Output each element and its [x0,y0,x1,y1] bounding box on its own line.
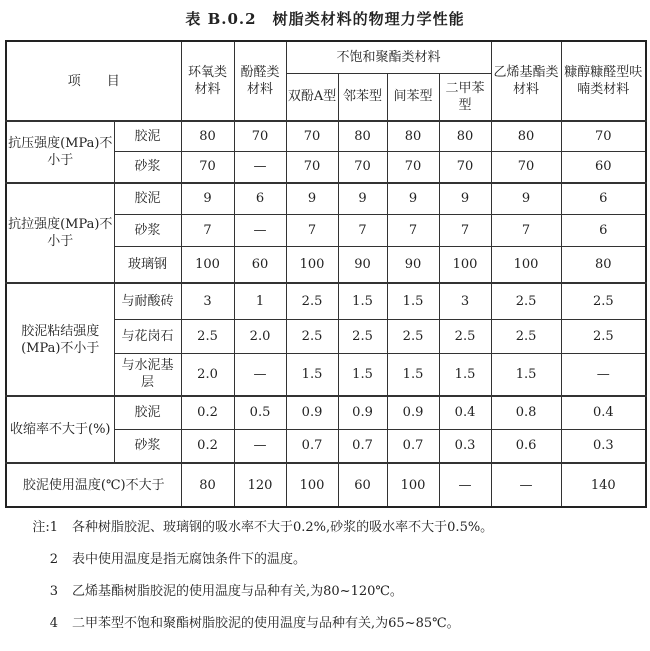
table-cell: 60 [234,246,286,283]
table-cell: 2.5 [286,319,338,353]
table-cell: 2.0 [181,353,234,396]
table-cell: 70 [491,151,561,183]
header-iso: 间苯型 [387,73,439,121]
table-cell: — [491,463,561,507]
row-group-label: 胶泥使用温度(℃)不大于 [6,463,181,507]
table-cell: 9 [439,183,491,214]
table-cell: — [234,429,286,463]
table-row [6,183,646,214]
table-cell: — [234,151,286,183]
table-cell: 1.5 [387,283,439,319]
table-cell: 1.5 [387,353,439,396]
note-number: 注:1 [32,520,58,535]
table-cell: 100 [387,463,439,507]
note-number: 2 [49,552,58,567]
table-cell: 80 [561,246,646,283]
table-cell: 70 [286,121,338,151]
table-cell: 100 [286,246,338,283]
table-cell: 7 [338,214,387,246]
table-cell: 2.5 [338,319,387,353]
note-number: 3 [49,584,58,599]
table-cell: 7 [439,214,491,246]
table-cell: 7 [286,214,338,246]
header-vinyl-ester: 乙烯基酯类材料 [491,41,561,121]
header-epoxy: 环氧类材料 [181,41,234,121]
row-sub-label: 砂浆 [114,151,181,183]
table-cell: 0.2 [181,429,234,463]
table-cell: 90 [387,246,439,283]
row-group-label: 抗拉强度(MPa)不小于 [6,183,114,283]
header-phenolic: 酚醛类材料 [234,41,286,121]
table-cell: 3 [439,283,491,319]
table-cell: — [561,353,646,396]
table-cell: 1.5 [439,353,491,396]
row-sub-label: 砂浆 [114,429,181,463]
table-cell: 120 [234,463,286,507]
table-cell: — [439,463,491,507]
note-text: 二甲苯型不饱和聚酯树脂胶泥的使用温度与品种有关,为65~85℃。 [72,616,460,631]
table-cell: 80 [181,463,234,507]
note [30,576,493,608]
row-sub-label: 与花岗石 [114,319,181,353]
table-cell: 2.5 [561,319,646,353]
table-cell: 60 [561,151,646,183]
table-cell: 1.5 [338,353,387,396]
table-row [6,396,646,429]
table-cell: 7 [491,214,561,246]
table-cell: 70 [234,121,286,151]
table-cell: 1 [234,283,286,319]
table-cell: 70 [387,151,439,183]
table-cell: 1.5 [491,353,561,396]
table-cell: 0.7 [387,429,439,463]
header-furan: 糠醇糠醛型呋喃类材料 [561,41,646,121]
table-cell: 80 [338,121,387,151]
table-cell: 100 [439,246,491,283]
table-cell: 7 [387,214,439,246]
table-cell: 2.5 [561,283,646,319]
row-sub-label: 胶泥 [114,396,181,429]
note-text: 乙烯基酯树脂胶泥的使用温度与品种有关,为80~120℃。 [72,584,403,599]
table-cell: 9 [491,183,561,214]
table-cell: 70 [286,151,338,183]
row-group-label: 胶泥粘结强度(MPa)不小于 [6,283,114,396]
row-sub-label: 玻璃钢 [114,246,181,283]
table-cell: 9 [181,183,234,214]
table-cell: 0.3 [439,429,491,463]
table-cell: 3 [181,283,234,319]
table-cell: 0.4 [439,396,491,429]
table-cell: 100 [286,463,338,507]
table-cell: 7 [181,214,234,246]
table-cell: 2.5 [439,319,491,353]
table-cell: 0.4 [561,396,646,429]
table-cell: 100 [181,246,234,283]
header-item: 项 目 [6,41,181,121]
header-unsaturated-polyester: 不饱和聚酯类材料 [286,41,491,73]
table-cell: 0.8 [491,396,561,429]
table-cell: 0.9 [286,396,338,429]
row-group-label: 抗压强度(MPa)不小于 [6,121,114,183]
table-cell: 6 [234,183,286,214]
table-cell: 70 [338,151,387,183]
table-cell: 0.3 [561,429,646,463]
header-ortho: 邻苯型 [338,73,387,121]
table-cell: 0.6 [491,429,561,463]
note-text: 表中使用温度是指无腐蚀条件下的温度。 [72,552,307,567]
table-cell: 60 [338,463,387,507]
table-cell: 2.0 [234,319,286,353]
note [30,544,493,576]
table-cell: 70 [561,121,646,151]
table-cell: — [234,353,286,396]
table-cell: 0.7 [286,429,338,463]
note-text: 各种树脂胶泥、玻璃钢的吸水率不大于0.2%,砂浆的吸水率不大于0.5%。 [72,520,494,535]
note-number: 4 [49,616,58,631]
note [30,512,493,544]
row-group-label: 收缩率不大于(%) [6,396,114,463]
table-cell: 6 [561,214,646,246]
header-bisphenol-a: 双酚A型 [286,73,338,121]
table-cell: 0.9 [338,396,387,429]
row-sub-label: 胶泥 [114,121,181,151]
table-row [6,463,646,507]
table-cell: 80 [439,121,491,151]
table-cell: 9 [387,183,439,214]
table-cell: 140 [561,463,646,507]
table-cell: 70 [181,151,234,183]
table-cell: 0.7 [338,429,387,463]
table-cell: 80 [491,121,561,151]
row-sub-label: 与水泥基层 [114,353,181,396]
table-cell: 1.5 [338,283,387,319]
note [30,608,493,640]
table-cell: 0.2 [181,396,234,429]
table-title: 表 B.0.2 树脂类材料的物理力学性能 [185,10,465,28]
table-cell: — [234,214,286,246]
table-cell: 2.5 [181,319,234,353]
table-cell: 0.5 [234,396,286,429]
row-sub-label: 与耐酸砖 [114,283,181,319]
table-cell: 9 [286,183,338,214]
table-cell: 100 [491,246,561,283]
table-cell: 2.5 [491,319,561,353]
table-cell: 80 [387,121,439,151]
table-cell: 90 [338,246,387,283]
table-cell: 6 [561,183,646,214]
table-cell: 2.5 [286,283,338,319]
table-row [6,121,646,151]
notes [30,512,493,640]
table-cell: 1.5 [286,353,338,396]
row-sub-label: 砂浆 [114,214,181,246]
table-cell: 80 [181,121,234,151]
properties-table [5,40,647,508]
table-cell: 2.5 [387,319,439,353]
table-cell: 2.5 [491,283,561,319]
header-xylene: 二甲苯型 [439,73,491,121]
table-row [6,283,646,319]
row-sub-label: 胶泥 [114,183,181,214]
table-cell: 9 [338,183,387,214]
table-cell: 70 [439,151,491,183]
table-cell: 0.9 [387,396,439,429]
